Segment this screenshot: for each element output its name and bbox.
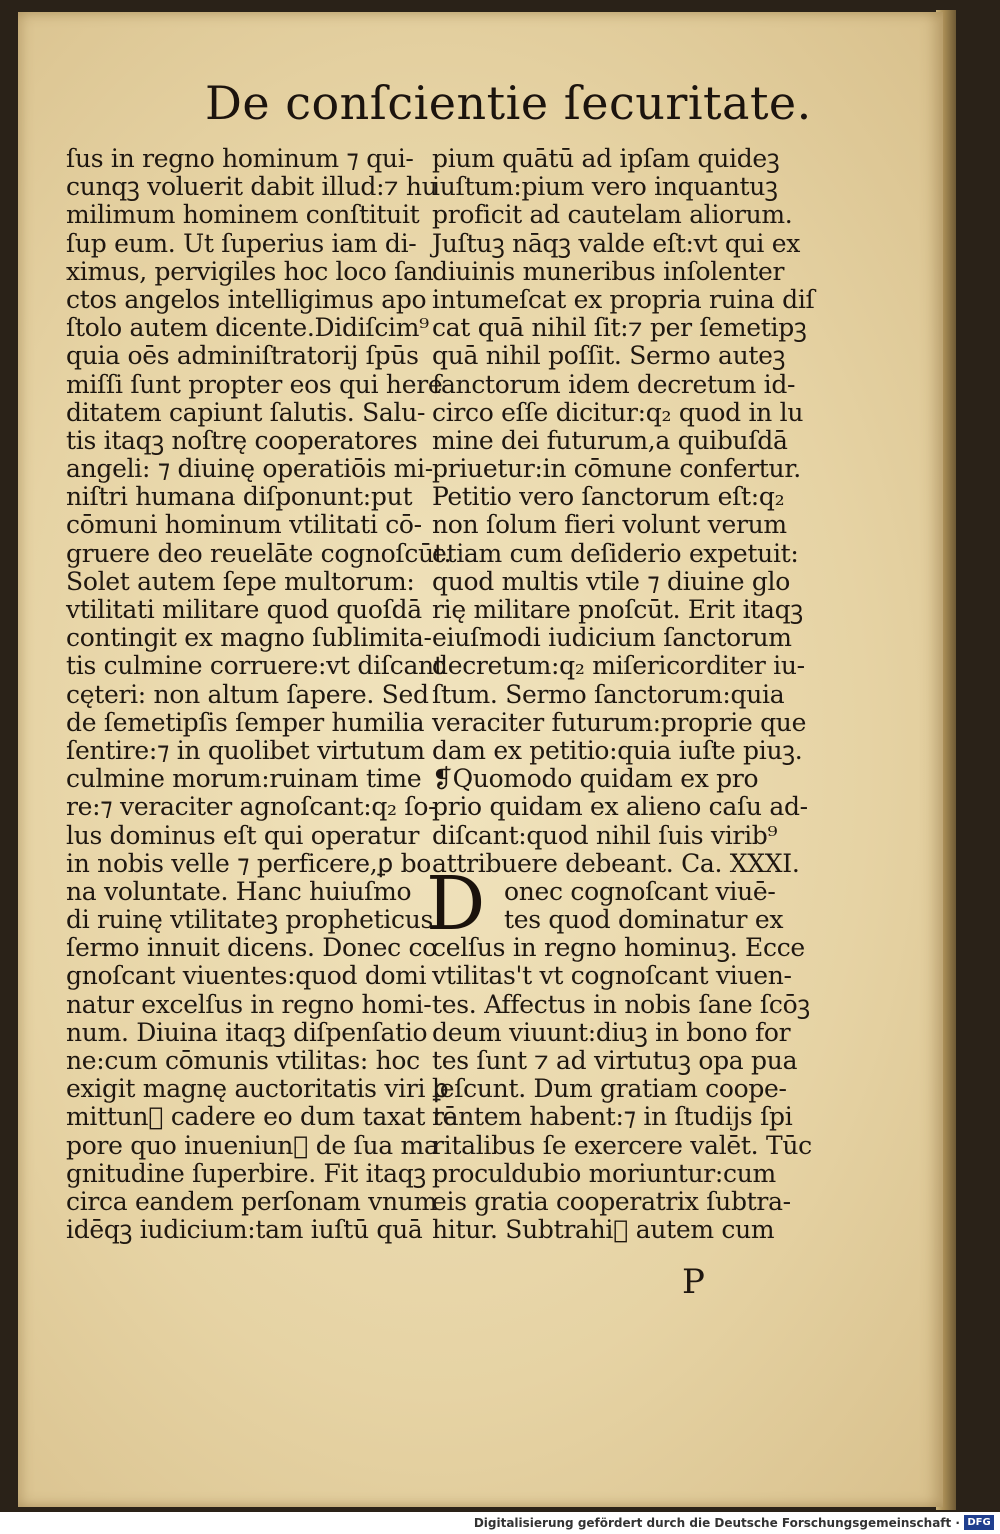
text-line: tis itaqꝫ noſtrę cooperatores (66, 425, 418, 455)
text-line: lus dominus eſt qui operatur (66, 820, 420, 850)
text-line: Petitio vero ſanctorum eſt:q₂ (432, 482, 785, 512)
text-line: contingit ex magno ſublimita‑ (66, 623, 432, 653)
text-line: angeli: ⁊ diuinę operatiōis mi‑ (66, 454, 433, 484)
text-line: quia oēs adminiſtratorij ſpūs (66, 341, 419, 371)
text-line: cat quā nihil ſit:⁊ per ſemetipꝫ (432, 313, 807, 343)
right-text-column (426, 144, 815, 1245)
text-line: proculdubio moriuntur:cum (432, 1158, 776, 1188)
dfg-logo: DFG (964, 1515, 994, 1530)
text-line: ſanctorum idem decretum id‑ (432, 369, 796, 399)
text-line: gruere deo reuelāte cognoſcūt. (66, 538, 452, 568)
text-line: ximus, pervigiles hoc loco ſan (66, 256, 434, 286)
text-line: circa eandem perſonam vnum (66, 1186, 437, 1216)
text-line: culmine morum:ruinam time (66, 764, 422, 794)
text-line: iuſtum:pium vero inquantuꝫ (432, 172, 778, 202)
text-line: gnoſcant viuentes:quod domi (66, 961, 427, 991)
text-line: ſentire:⁊ in quolibet virtutum (66, 735, 425, 765)
dropcap-initial: D (426, 860, 486, 947)
text-line: ditatem capiunt ſalutis. Salu‑ (66, 397, 426, 427)
text-line: ſup eum. Ut ſuperius iam di‑ (66, 228, 417, 258)
text-line: tes. Affectus in nobis ſane ſcōꝫ (432, 989, 810, 1019)
text-line: pore quo inueniunᷣ de ſua ma (66, 1130, 439, 1160)
text-line: mittunᷣ cadere eo dum taxat tē (66, 1102, 457, 1132)
text-line: eis gratia cooperatrix ſubtra‑ (432, 1186, 791, 1216)
text-line: prio quidam ex alieno caſu ad‑ (432, 792, 808, 822)
text-line: veraciter futurum:proprie que (432, 707, 807, 737)
text-line: mine dei futurum,a quibuſdā (432, 425, 788, 455)
text-line: de ſemetipſis ſemper humilia (66, 707, 425, 737)
text-line: ❡Quomodo quidam ex pro (432, 764, 759, 794)
right-column-bottom (432, 933, 812, 1245)
text-line: re:⁊ veraciter agnoſcant:q₂ ſo‑ (66, 792, 437, 822)
text-line: proficit ad cautelam aliorum. (432, 200, 793, 230)
text-line: eiuſmodi iudicium ſanctorum (432, 623, 792, 653)
text-line: cęteri: non altum ſapere. Sed (66, 679, 429, 709)
text-line: quā nihil poſſit. Sermo auteꝫ (432, 341, 786, 371)
text-line: etiam cum deſiderio expetuit: (432, 538, 799, 568)
text-line: vtilitas't vt cognoſcant viuen‑ (432, 961, 792, 991)
text-line: quod multis vtile ⁊ diuine glo (432, 566, 790, 596)
text-line: cōmuni hominum vtilitati cō‑ (66, 510, 422, 540)
text-line: natur excelſus in regno homi‑ (66, 989, 432, 1019)
text-line: in nobis velle ⁊ perficere,ꝑ bo (66, 848, 432, 878)
right-column-top (432, 144, 815, 878)
text-line: leſcunt. Dum gratiam coope‑ (432, 1074, 787, 1104)
text-line: diſcant:quod nihil ſuis virib⁹ (432, 820, 778, 850)
text-line: niſtri humana diſponunt:put (66, 482, 413, 512)
text-line: num. Diuina itaqꝫ diſpenſatio (66, 1017, 428, 1047)
text-line: exigit magnę auctoritatis viri ꝑ (66, 1074, 449, 1104)
text-line: ſtum. Sermo ſanctorum:quia (432, 679, 785, 709)
text-line: attribuere debeant. Ca. XXXI. (432, 848, 800, 878)
text-line: onec cognoſcant viuē‑ (504, 876, 776, 906)
text-line: di ruinę vtilitateꝫ propheticus (66, 905, 434, 935)
text-line: milimum hominem conſtituit (66, 200, 420, 230)
text-line: deum viuunt:diuꝫ in bono for (432, 1017, 791, 1047)
text-line: rię militare pnoſcūt. Erit itaqꝫ (432, 595, 803, 624)
text-line: ſus in regno hominum ⁊ qui‑ (66, 144, 414, 173)
text-line: tes ſunt ⁊ ad virtutuꝫ opa pua (432, 1046, 798, 1075)
text-line: celſus in regno hominuꝫ. Ecce (432, 933, 805, 963)
text-line: pium quātū ad ipſam quideꝫ (432, 144, 780, 173)
text-line: miſſi ſunt propter eos qui here (66, 369, 443, 399)
text-line: na voluntate. Hanc huiuſmo (66, 876, 412, 906)
text-line: priuetur:in cōmune confertur. (432, 454, 801, 484)
text-line: dam ex petitio:quia iuſte piuꝫ. (432, 735, 803, 765)
running-head: De conſcientie ſecuritate. (205, 76, 812, 130)
text-line: ne:cum cōmunis vtilitas: hoc (66, 1046, 420, 1075)
text-line: hitur. Subtrahiᷣ autem cum (432, 1215, 775, 1245)
text-line: tes quod dominatur ex (504, 905, 784, 935)
text-line: vtilitati militare quod quoſdā (66, 595, 422, 624)
text-line: rantem habent:⁊ in ſtudijs ſpi (432, 1102, 793, 1132)
text-line: circo eſſe dicitur:q₂ quod in lu (432, 397, 804, 427)
text-line: decretum:q₂ miſericorditer iu‑ (432, 651, 805, 681)
left-text-column (66, 144, 457, 1245)
text-line: ſermo innuit dicens. Donec co (66, 933, 437, 963)
text-line: ſtolo autem dicente.Didiſcim⁹ (66, 313, 429, 343)
text-line: ctos angelos intelligimus apo (66, 284, 427, 314)
footer-credit: Digitalisierung gefördert durch die Deutsche Forschungsgemeinschaft · (473, 1516, 960, 1530)
text-line: gnitudine ſuperbire. Fit itaqꝫ (66, 1158, 426, 1188)
catchword: P (682, 1262, 705, 1302)
text-line: tis culmine corruere:vt diſcant (66, 651, 444, 681)
text-line: cunqꝫ voluerit dabit illud:⁊ hu (66, 172, 438, 202)
text-line: non ſolum fieri volunt verum (432, 510, 787, 540)
text-line: Juſtuꝫ nāqꝫ valde eſt:vt qui ex (432, 228, 801, 258)
text-line: Solet autem ſepe multorum: (66, 566, 415, 596)
text-line: idēqꝫ iudicium:tam iuſtū quā (66, 1215, 423, 1245)
text-line: ritalibus ſe exercere valēt. Tūc (432, 1130, 812, 1160)
text-line: diuinis muneribus inſolenter (432, 256, 785, 286)
text-line: intumeſcat ex propria ruina diſ (432, 284, 815, 314)
